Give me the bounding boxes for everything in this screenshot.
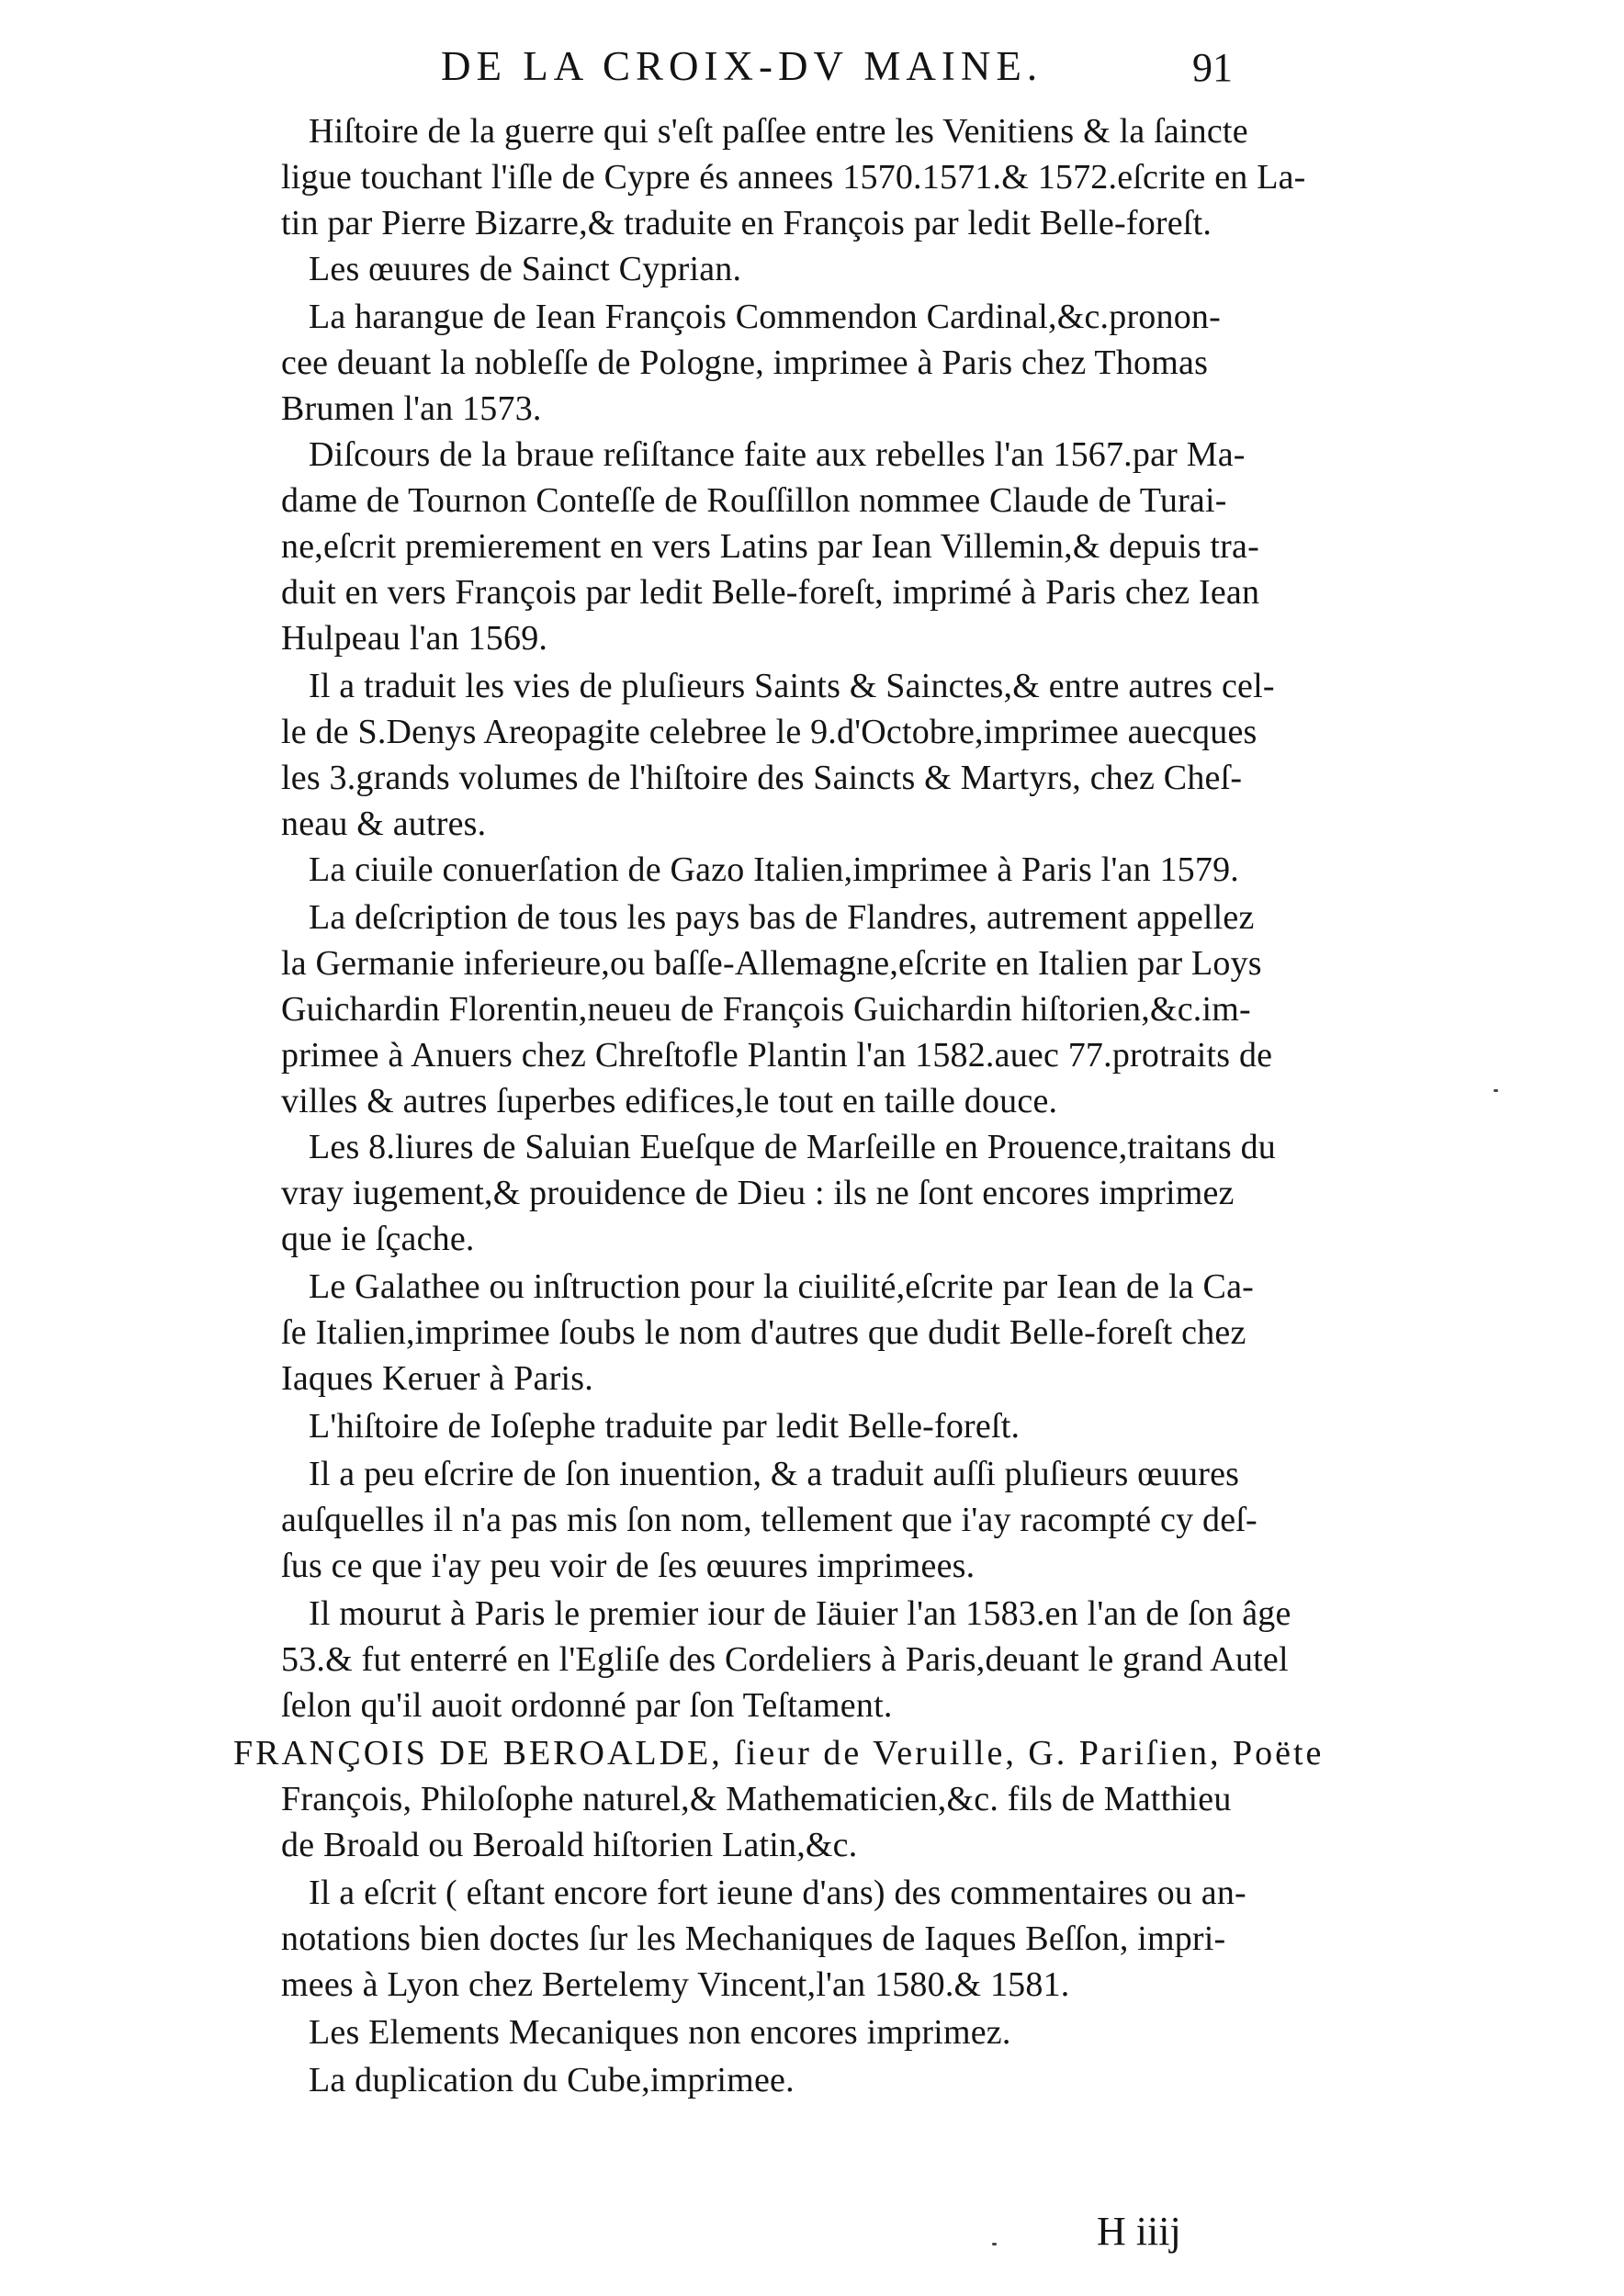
text-line: ſelon qu'il auoit ordonné par ſon Teſtament. (281, 1686, 893, 1725)
signature-mark: H iiij (1097, 2209, 1181, 2254)
text-line: Diſcours de la braue reſiſtance faite aux rebelles l'an 1567.par Ma- (309, 435, 1246, 474)
text-line: de Broald ou Beroald hiſtorien Latin,&c. (281, 1826, 858, 1864)
text-line: La ciuile conuerſation de Gazo Italien,imprimee à Paris l'an 1579. (309, 850, 1239, 889)
text-line: La duplication du Cube,imprimee. (309, 2061, 795, 2099)
text-line: Les Elements Mecaniques non encores imprimez. (309, 2013, 1011, 2052)
text-line: Brumen l'an 1573. (281, 389, 542, 428)
text-line: tin par Pierre Bizarre,& traduite en François par ledit Belle-foreſt. (281, 204, 1212, 242)
running-head-title: DE LA CROIX-DV MAINE. (441, 43, 1043, 89)
text-line: primee à Anuers chez Chreſtofle Plantin l'an 1582.auec 77.protraits de (281, 1036, 1273, 1075)
ink-speck (992, 2243, 997, 2245)
text-line: que ie ſçache. (281, 1220, 475, 1258)
text-line: la Germanie inferieure,ou baſſe-Allemagne,eſcrite en Italien par Loys (281, 944, 1262, 983)
text-line: duit en vers François par ledit Belle-foreſt, imprimé à Paris chez Iean (281, 573, 1260, 612)
text-line: L'hiſtoire de Ioſephe traduite par ledit Belle-foreſt. (309, 1407, 1021, 1446)
text-line: auſquelles il n'a pas mis ſon nom, tellement que i'ay racompté cy deſ- (281, 1501, 1257, 1539)
text-line: Guichardin Florentin,neueu de François Guichardin hiſtorien,&c.im- (281, 990, 1251, 1029)
text-line: Il a traduit les vies de pluſieurs Saints & Sainctes,& entre autres cel- (309, 667, 1275, 705)
text-line: La harangue de Iean François Commendon Cardinal,&c.pronon- (309, 298, 1221, 336)
text-line: mees à Lyon chez Bertelemy Vincent,l'an 1580.& 1581. (281, 1965, 1070, 2004)
text-line: dame de Tournon Conteſſe de Rouſſillon nommee Claude de Turai- (281, 481, 1227, 520)
text-line: 53.& fut enterré en l'Egliſe des Cordeliers à Paris,deuant le grand Autel (281, 1640, 1289, 1679)
text-line: Hiſtoire de la guerre qui s'eſt paſſee entre les Venitiens & la ſaincte (309, 112, 1248, 151)
text-line: Les œuures de Sainct Cyprian. (309, 250, 742, 288)
text-line: neau & autres. (281, 805, 487, 843)
text-line: François, Philoſophe naturel,& Mathematicien,&c. fils de Matthieu (281, 1780, 1232, 1818)
page-number: 91 (1192, 45, 1233, 90)
text-line: Les 8.liures de Saluian Eueſque de Marſeille en Prouence,traitans du (309, 1128, 1276, 1166)
text-line: Il a peu eſcrire de ſon inuention, & a traduit auſſi pluſieurs œuures (309, 1455, 1240, 1493)
text-line: Il a eſcrit ( eſtant encore fort ieune d'ans) des commentaires ou an- (309, 1874, 1246, 1912)
text-line: ſe Italien,imprimee ſoubs le nom d'autres que dudit Belle-foreſt chez (281, 1313, 1246, 1352)
text-line: Hulpeau l'an 1569. (281, 619, 548, 658)
text-line: les 3.grands volumes de l'hiſtoire des Saincts & Martyrs, chez Cheſ- (281, 759, 1243, 797)
text-line: Il mourut à Paris le premier iour de Iäuier l'an 1583.en l'an de ſon âge (309, 1594, 1291, 1633)
text-line: villes & autres ſuperbes edifices,le tout en taille douce. (281, 1082, 1058, 1120)
text-line: le de S.Denys Areopagite celebree le 9.d'Octobre,imprimee auecques (281, 713, 1257, 751)
text-line: cee deuant la nobleſſe de Pologne, imprimee à Paris chez Thomas (281, 343, 1209, 382)
text-line: notations bien doctes ſur les Mechaniques de Iaques Beſſon, impri- (281, 1919, 1226, 1958)
text-line: ne,eſcrit premierement en vers Latins par Iean Villemin,& depuis tra- (281, 527, 1259, 566)
text-line: ligue touchant l'iſle de Cypre és annees 1570.1571.& 1572.eſcrite en La- (281, 158, 1306, 197)
text-line: Iaques Keruer à Paris. (281, 1359, 593, 1398)
text-line: Le Galathee ou inſtruction pour la ciuilité,eſcrite par Iean de la Ca- (309, 1267, 1254, 1306)
entry-heading-line: FRANÇOIS DE BEROALDE, ſieur de Veruille, G. Pariſien, Poëte (233, 1734, 1325, 1773)
text-line: ſus ce que i'ay peu voir de ſes œuures imprimees. (281, 1547, 976, 1585)
ink-speck (1494, 1089, 1498, 1092)
text-line: vray iugement,& prouidence de Dieu : ils ne ſont encores imprimez (281, 1174, 1235, 1212)
text-line: La deſcription de tous les pays bas de Flandres, autrement appellez (309, 898, 1255, 937)
